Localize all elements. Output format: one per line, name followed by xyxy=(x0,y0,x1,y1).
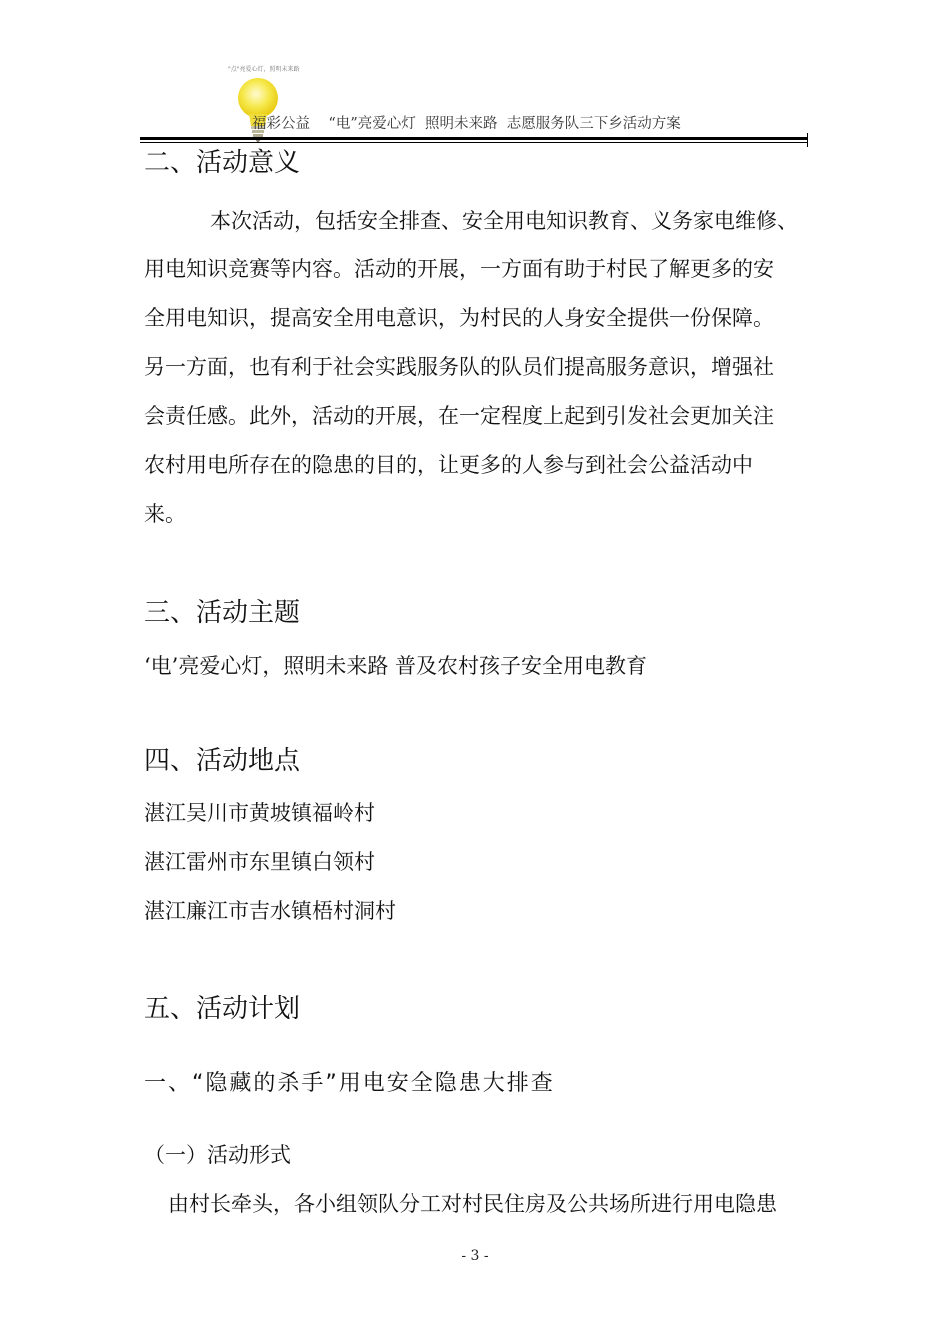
light-bulb-icon xyxy=(222,64,292,146)
section-heading-plan: 五、活动计划 xyxy=(144,994,301,1024)
paragraph-line: 另一方面，也有利于社会实践服务队的队员们提高服务意识，增强社 xyxy=(144,355,774,379)
paragraph-line: 本次活动，包括安全排查、安全用电知识教育、义务家电维修、 xyxy=(210,209,798,233)
paragraph-line: 用电知识竞赛等内容。活动的开展，一方面有助于村民了解更多的安 xyxy=(144,257,774,281)
header-rule xyxy=(140,137,808,140)
section-heading-theme: 三、活动主题 xyxy=(144,598,301,628)
theme-line: ‘电’亮爱心灯，照明未来路 普及农村孩子安全用电教育 xyxy=(144,654,648,678)
paragraph-line: 来。 xyxy=(144,502,186,526)
page-number: - 3 - xyxy=(461,1248,489,1264)
subsection-heading: 一、“隐藏的杀手”用电安全隐患大排查 xyxy=(144,1071,555,1096)
paragraph-line: 农村用电所存在的隐患的目的，让更多的人参与到社会公益活动中 xyxy=(144,453,753,477)
paragraph-line: 会责任感。此外，活动的开展，在一定程度上起到引发社会更加关注 xyxy=(144,404,774,428)
subsection-item: （一）活动形式 xyxy=(144,1143,291,1167)
location-line: 湛江吴川市黄坡镇福岭村 xyxy=(144,801,375,825)
paragraph-line: 全用电知识，提高安全用电意识，为村民的人身安全提供一份保障。 xyxy=(144,306,774,330)
section-heading-significance: 二、活动意义 xyxy=(144,148,301,178)
paragraph-line: 由村长牵头，各小组领队分工对村民住房及公共场所进行用电隐患 xyxy=(168,1192,777,1216)
location-line: 湛江廉江市吉水镇梧村洞村 xyxy=(144,899,396,923)
running-header: 福彩公益 “电”亮爱心灯 照明未来路 志愿服务队三下乡活动方案 xyxy=(252,116,681,132)
section-heading-location: 四、活动地点 xyxy=(144,746,301,776)
location-line: 湛江雷州市东里镇白领村 xyxy=(144,850,375,874)
header-rule-tick xyxy=(807,133,808,147)
logo-caption: "点"亮爱心灯，照明未来路 xyxy=(228,66,300,73)
